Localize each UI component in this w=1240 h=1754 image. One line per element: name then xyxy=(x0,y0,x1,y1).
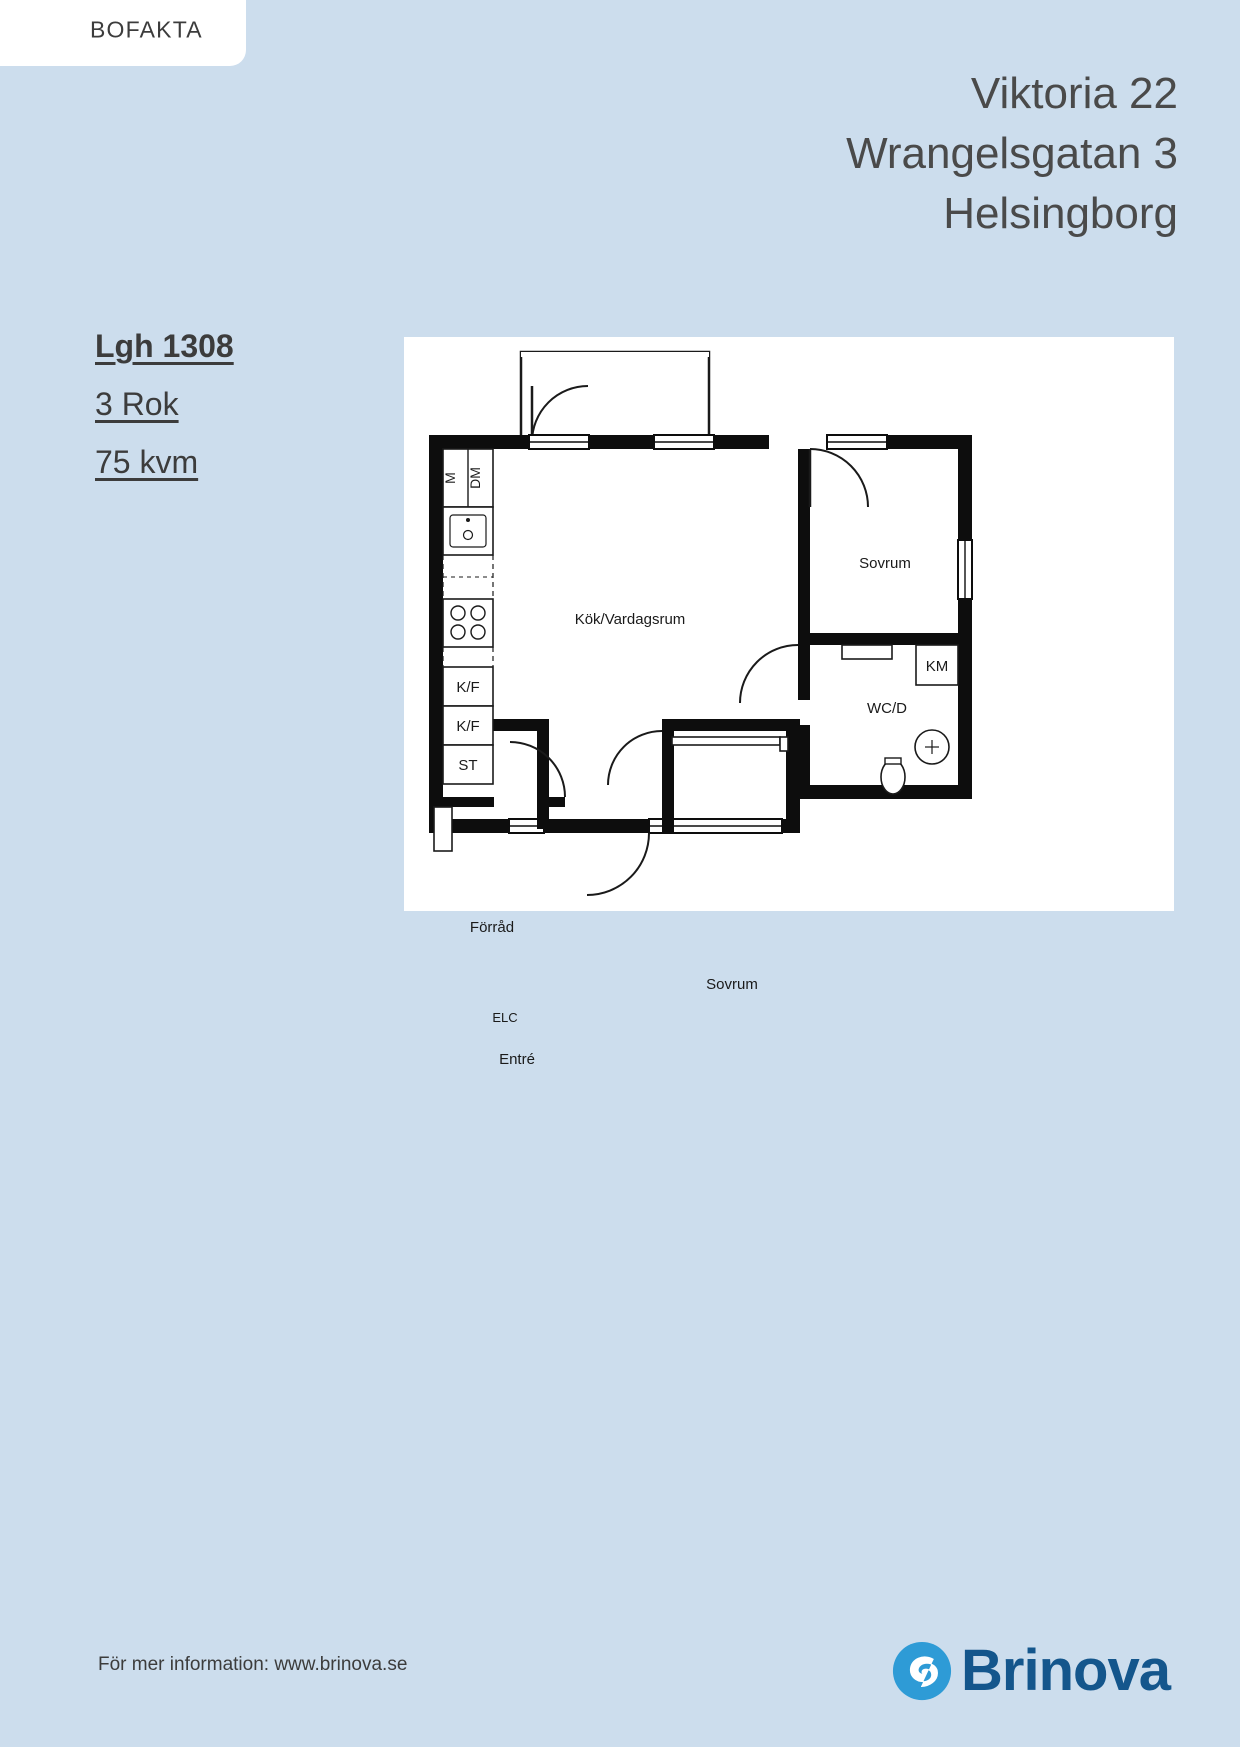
floorplan-canvas xyxy=(404,337,1174,1068)
apartment-info xyxy=(95,330,234,504)
fixture-label-electrical-cabinet: ELC xyxy=(492,1010,518,1025)
bottom-rule xyxy=(0,1747,1240,1754)
property-address xyxy=(846,64,1178,243)
more-info-text: För mer information: www.brinova.se xyxy=(98,1654,408,1675)
apartment-number-row xyxy=(95,330,234,362)
fixture-label-fridge-freezer-2: K/F xyxy=(456,718,480,735)
room-label-entre: Entré xyxy=(499,1051,535,1068)
bofakta-label: BOFAKTA xyxy=(90,16,203,43)
brinova-swirl-icon xyxy=(891,1640,953,1702)
bathroom-fittings xyxy=(881,730,949,794)
room-label-wc-d: WC/D xyxy=(867,700,907,717)
brinova-wordmark: Brinova xyxy=(961,1638,1170,1703)
bofakta-tab xyxy=(0,0,246,66)
brinova-logo xyxy=(891,1640,1170,1702)
living-area: 75 kvm xyxy=(95,444,199,480)
apartment-number: Lgh 1308 xyxy=(95,328,234,364)
room-label-forrad: Förråd xyxy=(469,919,515,936)
room-label-sovrum-north: Sovrum xyxy=(859,555,911,572)
balcony-outline xyxy=(521,352,709,442)
room-label-sovrum-south: Sovrum xyxy=(706,976,758,993)
fixture-label-fridge-freezer-1: K/F xyxy=(456,679,480,696)
address-line-2: Wrangelsgatan 3 xyxy=(846,128,1178,178)
rooms-count: 3 Rok xyxy=(95,386,179,422)
fixture-label-microwave: M xyxy=(442,472,458,484)
fixture-label-storage-cabinet: ST xyxy=(458,757,478,774)
balcony-door-swing xyxy=(532,386,588,442)
address-line-3: Helsingborg xyxy=(943,188,1178,238)
fixture-label-laundry-machine: KM xyxy=(925,658,949,675)
room-label-kok-vardagsrum: Kök/Vardagsrum xyxy=(574,611,686,628)
area-row xyxy=(95,446,234,478)
floorplan-drawing xyxy=(404,337,1174,1068)
fixture-label-dishwasher: DM xyxy=(467,467,483,489)
rooms-row xyxy=(95,388,234,420)
address-line-1: Viktoria 22 xyxy=(970,69,1178,118)
